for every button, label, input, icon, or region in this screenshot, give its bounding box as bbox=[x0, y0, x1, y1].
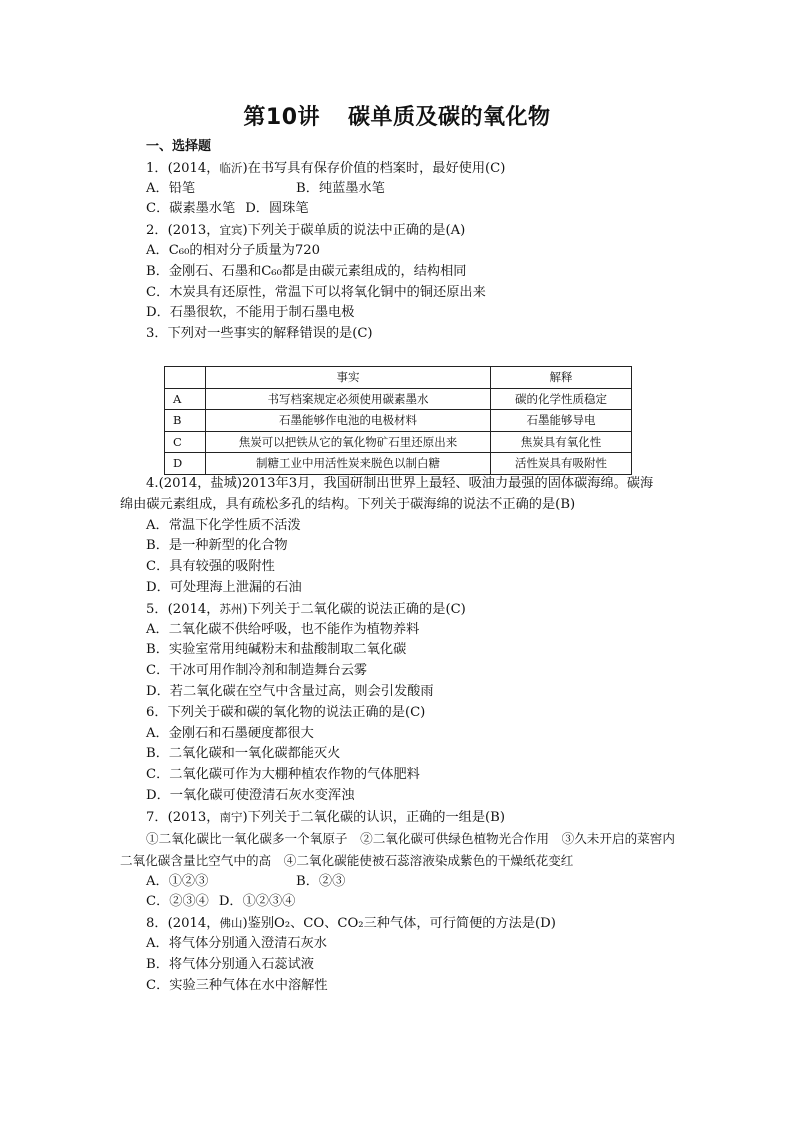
table-header-row bbox=[165, 367, 632, 389]
question-7-options-cd bbox=[120, 892, 680, 913]
table-cell: 焦炭具有氧化性 bbox=[491, 431, 632, 453]
table-cell: 制糖工业中用活性炭来脱色以制白糖 bbox=[206, 453, 491, 475]
question-1-options-cd bbox=[120, 199, 680, 220]
table-row bbox=[165, 410, 632, 432]
option: B．金刚石、石墨和C₆₀都是由碳元素组成的，结构相同 bbox=[146, 263, 467, 279]
option: C．干冰可用作制冷剂和制造舞台云雾 bbox=[146, 663, 368, 679]
table-cell: 石墨能够导电 bbox=[491, 410, 632, 432]
question-8-stem: 8．(2014，佛山)鉴别O₂、CO、CO₂三种气体，可行简便的方法是(D) bbox=[146, 916, 556, 932]
table-cell: 书写档案规定必须使用碳素墨水 bbox=[206, 388, 491, 410]
option: C．具有较强的吸附性 bbox=[146, 559, 275, 575]
table-cell: B bbox=[165, 410, 206, 432]
option: B．实验室常用纯碱粉末和盐酸制取二氧化碳 bbox=[146, 642, 407, 658]
question-2-source: 宜宾 bbox=[219, 223, 243, 238]
question-3-stem: 3．下列对一些事实的解释错误的是(C) bbox=[146, 326, 373, 342]
option: C．②③④ bbox=[146, 894, 209, 910]
question-4-stem-line-2: 绵由碳元素组成，具有疏松多孔的结构。下列关于碳海绵的说法不正确的是(B) bbox=[120, 496, 576, 512]
table-cell: D bbox=[165, 453, 206, 475]
option: D．圆珠笔 bbox=[245, 201, 309, 217]
page-title bbox=[0, 100, 794, 131]
option: C．二氧化碳可作为大棚种植农作物的气体肥料 bbox=[146, 767, 420, 783]
option: A．将气体分别通入澄清石灰水 bbox=[146, 935, 327, 951]
question-7-stem: 7．(2013，南宁)下列关于二氧化碳的认识，正确的一组是(B) bbox=[146, 809, 505, 825]
table-cell: C bbox=[165, 431, 206, 453]
question-8-source: 佛山 bbox=[219, 916, 243, 931]
option: D．若二氧化碳在空气中含量过高，则会引发酸雨 bbox=[146, 683, 434, 699]
table-cell: 活性炭具有吸附性 bbox=[491, 453, 632, 475]
question-2-stem: 2．(2013，宜宾)下列关于碳单质的说法中正确的是(A) bbox=[146, 223, 466, 239]
option: B．是一种新型的化合物 bbox=[146, 538, 288, 554]
option: D．石墨很软，不能用于制石墨电极 bbox=[146, 305, 355, 321]
option: A．常温下化学性质不活泼 bbox=[146, 517, 301, 533]
table-cell: 石墨能够作电池的电极材料 bbox=[206, 410, 491, 432]
facts-table bbox=[164, 366, 632, 475]
table-header: 事实 bbox=[206, 367, 491, 389]
table-row bbox=[165, 453, 632, 475]
question-5-stem: 5．(2014，苏州)下列关于二氧化碳的说法正确的是(C) bbox=[146, 601, 466, 617]
option: B．②③ bbox=[296, 873, 346, 889]
option: A．铅笔 bbox=[146, 180, 196, 196]
option: A．金刚石和石墨硬度都很大 bbox=[146, 725, 314, 741]
table-header: 解释 bbox=[491, 367, 632, 389]
table-cell: A bbox=[165, 388, 206, 410]
option: B．纯蓝墨水笔 bbox=[296, 180, 385, 196]
question-4-stem-line-1: 4.(2014，盐城)2013年3月，我国研制出世界上最轻、吸油力最强的固体碳海绵。碳海 bbox=[146, 476, 654, 491]
table-cell: 碳的化学性质稳定 bbox=[491, 388, 632, 410]
lecture-topic: 碳单质及碳的氧化物 bbox=[348, 105, 551, 130]
table-cell: 焦炭可以把铁从它的氧化物矿石里还原出来 bbox=[206, 431, 491, 453]
section-heading: 一、选择题 bbox=[146, 139, 212, 154]
question-7-source: 南宁 bbox=[219, 809, 243, 824]
option: C．实验三种气体在水中溶解性 bbox=[146, 977, 328, 993]
question-6-stem: 6．下列关于碳和碳的氧化物的说法正确的是(C) bbox=[146, 704, 426, 720]
option: B．二氧化碳和一氧化碳都能灭火 bbox=[146, 746, 341, 762]
question-1-stem: 1．(2014，临沂)在书写具有保存价值的档案时，最好使用(C) bbox=[146, 160, 506, 176]
lower-content bbox=[120, 474, 680, 996]
table-row bbox=[165, 431, 632, 453]
question-1-options-ab bbox=[120, 179, 680, 200]
option: D．①②③④ bbox=[218, 894, 296, 910]
question-1-source: 临沂 bbox=[219, 160, 243, 175]
option: A．C₆₀的相对分子质量为720 bbox=[146, 242, 321, 258]
question-5-source: 苏州 bbox=[219, 601, 243, 616]
lecture-number: 第10讲 bbox=[243, 105, 321, 130]
option: C．碳素墨水笔 bbox=[146, 201, 236, 217]
option: B．将气体分别通入石蕊试液 bbox=[146, 956, 314, 972]
upper-content bbox=[120, 137, 680, 345]
table-row bbox=[165, 388, 632, 410]
table-header bbox=[165, 367, 206, 389]
option: A．二氧化碳不供给呼吸，也不能作为植物养料 bbox=[146, 621, 420, 637]
option: D．可处理海上泄漏的石油 bbox=[146, 579, 302, 595]
option: A．①②③ bbox=[146, 873, 209, 889]
option: C．木炭具有还原性，常温下可以将氧化铜中的铜还原出来 bbox=[146, 284, 486, 300]
question-7-options-ab bbox=[120, 872, 680, 893]
question-7-statements: ①二氧化碳比一氧化碳多一个氧原子 ②二氧化碳可供绿色植物光合作用 ③久未开启的菜窖内二氧化碳含量比空气中的高 ④二氧化碳能使被石蕊溶液染成紫色的干燥纸花变红 bbox=[120, 830, 675, 868]
option: D．一氧化碳可使澄清石灰水变浑浊 bbox=[146, 787, 355, 803]
